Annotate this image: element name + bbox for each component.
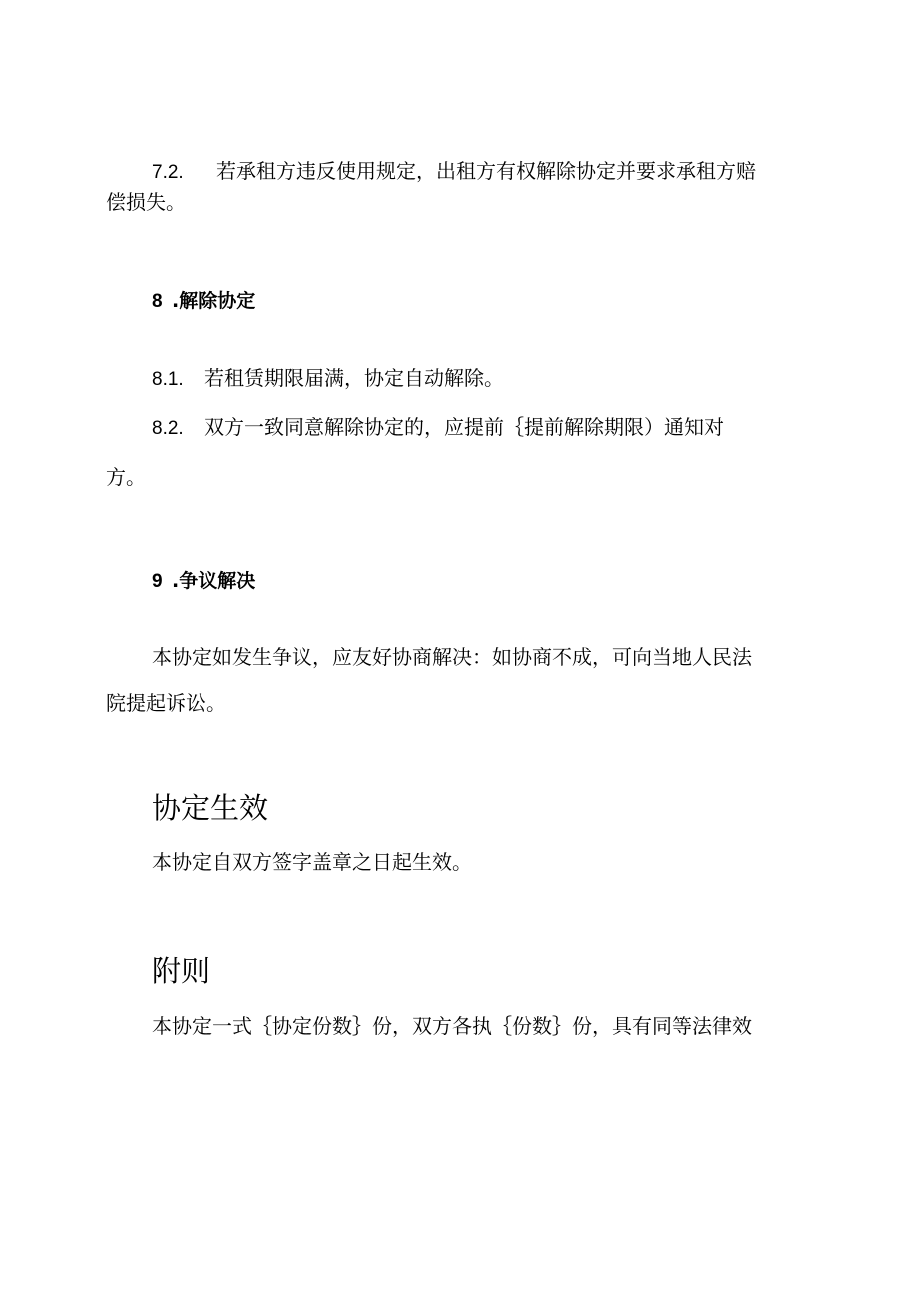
clause-text: 若承租方违反使用规定，出租方有权解除协定并要求承租方赔 — [216, 159, 756, 183]
effect-heading: 协定生效 — [152, 791, 269, 825]
appendix-heading: 附则 — [152, 954, 211, 988]
section-title: .争议解决 — [172, 570, 256, 592]
clause-text: 双方一致同意解除协定的，应提前｛提前解除期限）通知对 — [204, 415, 724, 439]
clause-text: 方。 — [106, 465, 146, 489]
clause-number: 8.1. — [152, 369, 184, 390]
paragraph-text: 院提起诉讼。 — [106, 691, 226, 715]
effect-body — [106, 848, 806, 876]
section-8-heading — [106, 286, 806, 316]
clause-number: 8.2. — [152, 418, 184, 439]
paragraph-text: 本协定自双方签字盖章之日起生效。 — [152, 850, 472, 874]
section-title: .解除协定 — [172, 290, 256, 312]
clause-7-2-continuation — [106, 188, 806, 216]
appendix-body — [106, 1012, 806, 1040]
section-9-heading — [106, 566, 806, 596]
clause-7-2 — [106, 157, 806, 187]
clause-8-2 — [106, 413, 806, 443]
section-9-body-continuation — [106, 689, 806, 717]
section-number: 9 — [152, 571, 163, 592]
clause-text: 偿损失。 — [106, 190, 186, 214]
paragraph-text: 本协定一式｛协定份数｝份，双方各执｛份数｝份，具有同等法律效 — [152, 1014, 752, 1038]
clause-text: 若租赁期限届满，协定自动解除。 — [204, 366, 504, 390]
section-9-body — [106, 643, 806, 671]
section-number: 8 — [152, 291, 163, 312]
paragraph-text: 本协定如发生争议，应友好协商解决：如协商不成，可向当地人民法 — [152, 645, 752, 669]
clause-8-2-continuation — [106, 463, 806, 491]
clause-8-1 — [106, 364, 806, 394]
clause-number: 7.2. — [152, 162, 184, 183]
